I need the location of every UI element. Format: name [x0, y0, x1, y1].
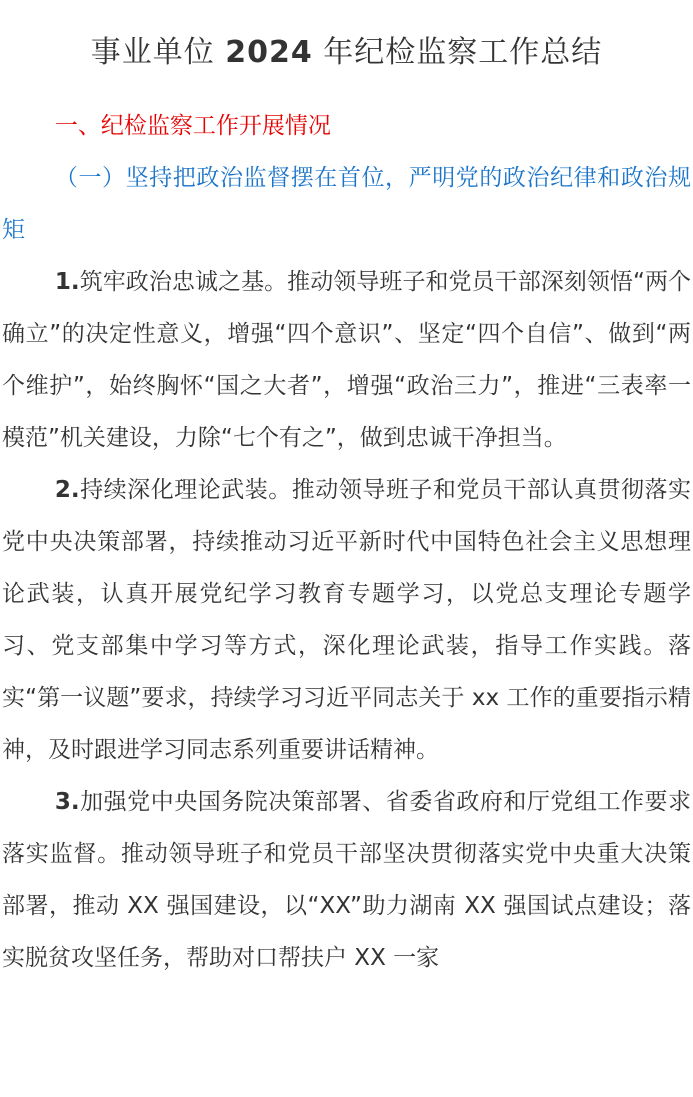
document-title: [2, 0, 691, 74]
paragraph-2-number: 2.: [54, 477, 80, 503]
document-body: [2, 100, 691, 984]
paragraph-2: [2, 464, 691, 776]
section-heading: 一、纪检监察工作开展情况: [54, 113, 331, 139]
paragraph-3: [2, 776, 691, 984]
title-prefix: 事业单位: [90, 35, 226, 70]
paragraph-3-number: 3.: [54, 789, 80, 815]
paragraph-1-number: 1.: [54, 269, 80, 295]
paragraph-2-text: 持续深化理论武装。推动领导班子和党员干部认真贯彻落实党中央决策部署，持续推动习近平新时代中国特色社会主义思想理论武装，认真开展党纪学习教育专题学习，以党总支理论专题学习、党支部集中学习等方式，深化理论武装，指导工作实践。落实“第一议题”要求，持续学习习近平同志关于 xx 工作的重要指示精神，及时跟进学习同志系列重要讲话精神。: [2, 477, 691, 763]
subsection-heading: （一）坚持把政治监督摆在首位，严明党的政治纪律和政治规矩: [2, 165, 691, 243]
paragraph-1-text: 筑牢政治忠诚之基。推动领导班子和党员干部深刻领悟“两个确立”的决定性意义，增强“四个意识”、坚定“四个自信”、做到“两个维护”，始终胸怀“国之大者”，增强“政治三力”，推进“三表率一模范”机关建设，力除“七个有之”，做到忠诚干净担当。: [2, 269, 691, 451]
title-suffix: 年纪检监察工作总结: [312, 35, 603, 70]
paragraph-3-text: 加强党中央国务院决策部署、省委省政府和厅党组工作要求落实监督。推动领导班子和党员干部坚决贯彻落实党中央重大决策部署，推动 XX 强国建设，以“XX”助力湖南 XX 强国试点建设；落实脱贫攻坚任务，帮助对口帮扶户 XX 一家: [2, 789, 691, 971]
title-year: 2024: [225, 35, 313, 70]
paragraph-1: [2, 256, 691, 464]
